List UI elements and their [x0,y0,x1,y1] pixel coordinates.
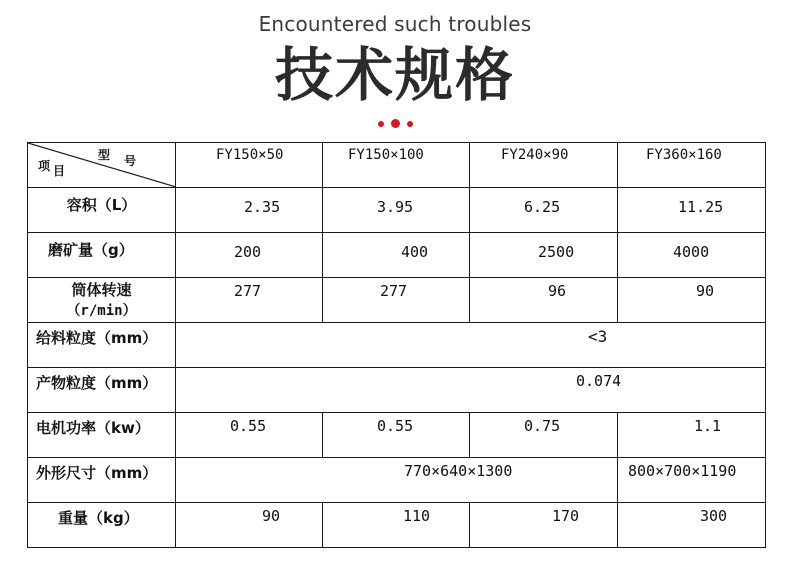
corner-label-model-a: 型 [98,148,111,162]
table-cell: 1.1 [618,413,766,458]
table-cell: 170 [470,503,618,548]
table-cell: 2500 [470,233,618,278]
dot-icon [407,121,413,127]
corner-label-model-b: 号 [124,154,137,168]
table-cell: 0.074 [176,368,766,413]
table-cell: 6.25 [470,188,618,233]
table-cell: 4000 [618,233,766,278]
table-cell: 300 [618,503,766,548]
table-cell: 277 [176,278,323,323]
row-label-unit: （r/min） [66,303,137,319]
model-header: FY150×50 [176,143,323,188]
corner-cell [28,143,176,188]
table-cell: <3 [176,323,766,368]
table-row [28,413,766,458]
row-label: 外形尺寸（mm） [28,458,176,503]
corner-label-item-a: 项 [38,159,51,173]
table-row [28,188,766,233]
table-row [28,233,766,278]
table-header-row [28,143,766,188]
model-header: FY240×90 [470,143,618,188]
row-label: 重量（kg） [28,503,176,548]
model-header: FY150×100 [323,143,470,188]
table-cell: 0.55 [176,413,323,458]
table-cell: 770×640×1300 [176,458,618,503]
row-label [28,278,176,323]
table-cell: 96 [470,278,618,323]
table-row [28,368,766,413]
row-label-text: 筒体转速 [71,281,132,299]
dot-icon [391,119,400,128]
table-row [28,458,766,503]
page-title: 技术规格 [274,41,515,109]
spec-table [27,142,766,548]
table-cell: 90 [176,503,323,548]
row-label: 产物粒度（mm） [28,368,176,413]
table-cell: 3.95 [323,188,470,233]
row-label: 容积（L） [28,188,176,233]
table-row [28,503,766,548]
page-subtitle: Encountered such troubles [258,12,532,36]
table-cell: 277 [323,278,470,323]
table-cell: 110 [323,503,470,548]
row-label: 电机功率（kw） [28,413,176,458]
table-cell: 2.35 [176,188,323,233]
row-label: 磨矿量（g） [28,233,176,278]
table-cell: 400 [323,233,470,278]
table-cell: 800×700×1190 [618,458,766,503]
table-cell: 200 [176,233,323,278]
table-row [28,278,766,323]
table-row [28,323,766,368]
table-cell: 0.55 [323,413,470,458]
corner-label-item-b: 目 [53,164,66,178]
table-cell: 11.25 [618,188,766,233]
table-cell: 90 [618,278,766,323]
decorative-dots [0,119,790,128]
dot-icon [378,121,384,127]
table-cell: 0.75 [470,413,618,458]
row-label: 给料粒度（mm） [28,323,176,368]
model-header: FY360×160 [618,143,766,188]
